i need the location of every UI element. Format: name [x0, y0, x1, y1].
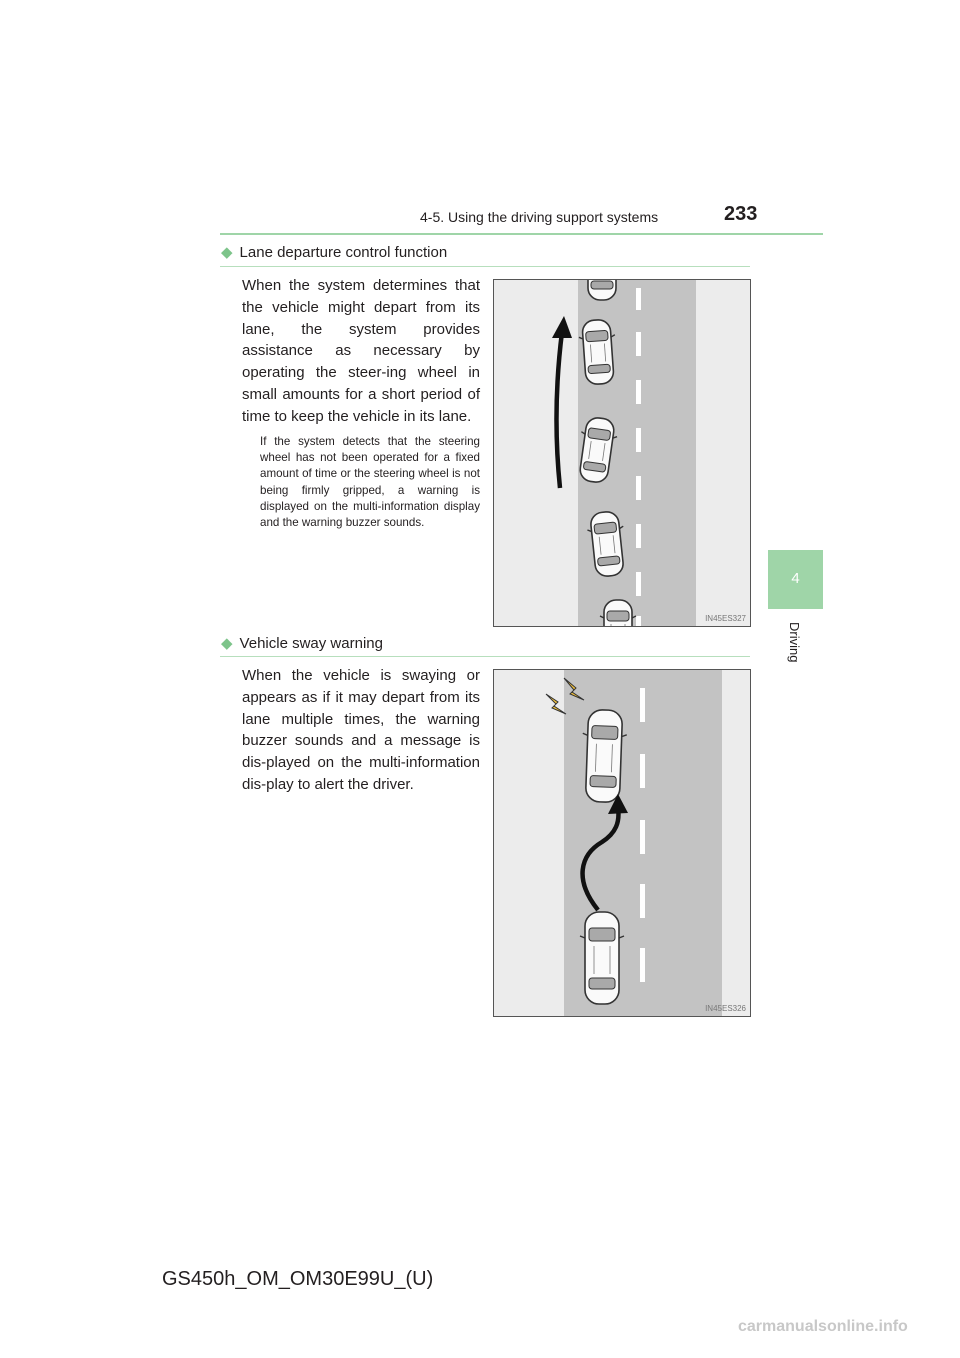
- chapter-number: 4: [791, 570, 800, 587]
- watermark: carmanualsonline.info: [738, 1318, 908, 1335]
- page-number: 233: [724, 203, 758, 225]
- section-divider: [220, 266, 750, 267]
- body-paragraph: When the vehicle is swaying or appears as if it may depart from its lane multiple times, the warning buzzer sounds and a message is dis-played on the multi-information dis-play to alert the driver.: [242, 667, 480, 793]
- chapter-label: Driving: [787, 622, 802, 663]
- diamond-bullet-icon: ◆: [221, 635, 233, 652]
- section-heading-lane-departure: [221, 243, 447, 261]
- section-heading-sway-warning: [221, 634, 383, 652]
- heading-text: Vehicle sway warning: [239, 635, 383, 652]
- section-title: 4-5. Using the driving support systems: [420, 209, 659, 225]
- figure-code: IN45ES326: [705, 1004, 746, 1013]
- figure-code: IN45ES327: [705, 614, 746, 623]
- document-code: GS450h_OM_OM30E99U_(U): [162, 1268, 434, 1290]
- figure-sway-warning: [493, 669, 751, 1017]
- figure-lane-departure: [493, 279, 751, 627]
- section-divider: [220, 656, 750, 657]
- body-paragraph: When the system determines that the vehicle might depart from its lane, the system provides assistance as necessary by operating the steer-ing wheel in small amounts for a short period of time to keep the vehicle in its lane.: [242, 277, 480, 425]
- diamond-bullet-icon: ◆: [221, 244, 233, 261]
- header-divider: [220, 233, 823, 235]
- note-paragraph: If the system detects that the steering wheel has not been operated for a fixed amount of time or the steering wheel is not being firmly gripped, a warning is displayed on the multi-information display and the warning buzzer sounds.: [260, 435, 480, 530]
- heading-text: Lane departure control function: [239, 244, 448, 261]
